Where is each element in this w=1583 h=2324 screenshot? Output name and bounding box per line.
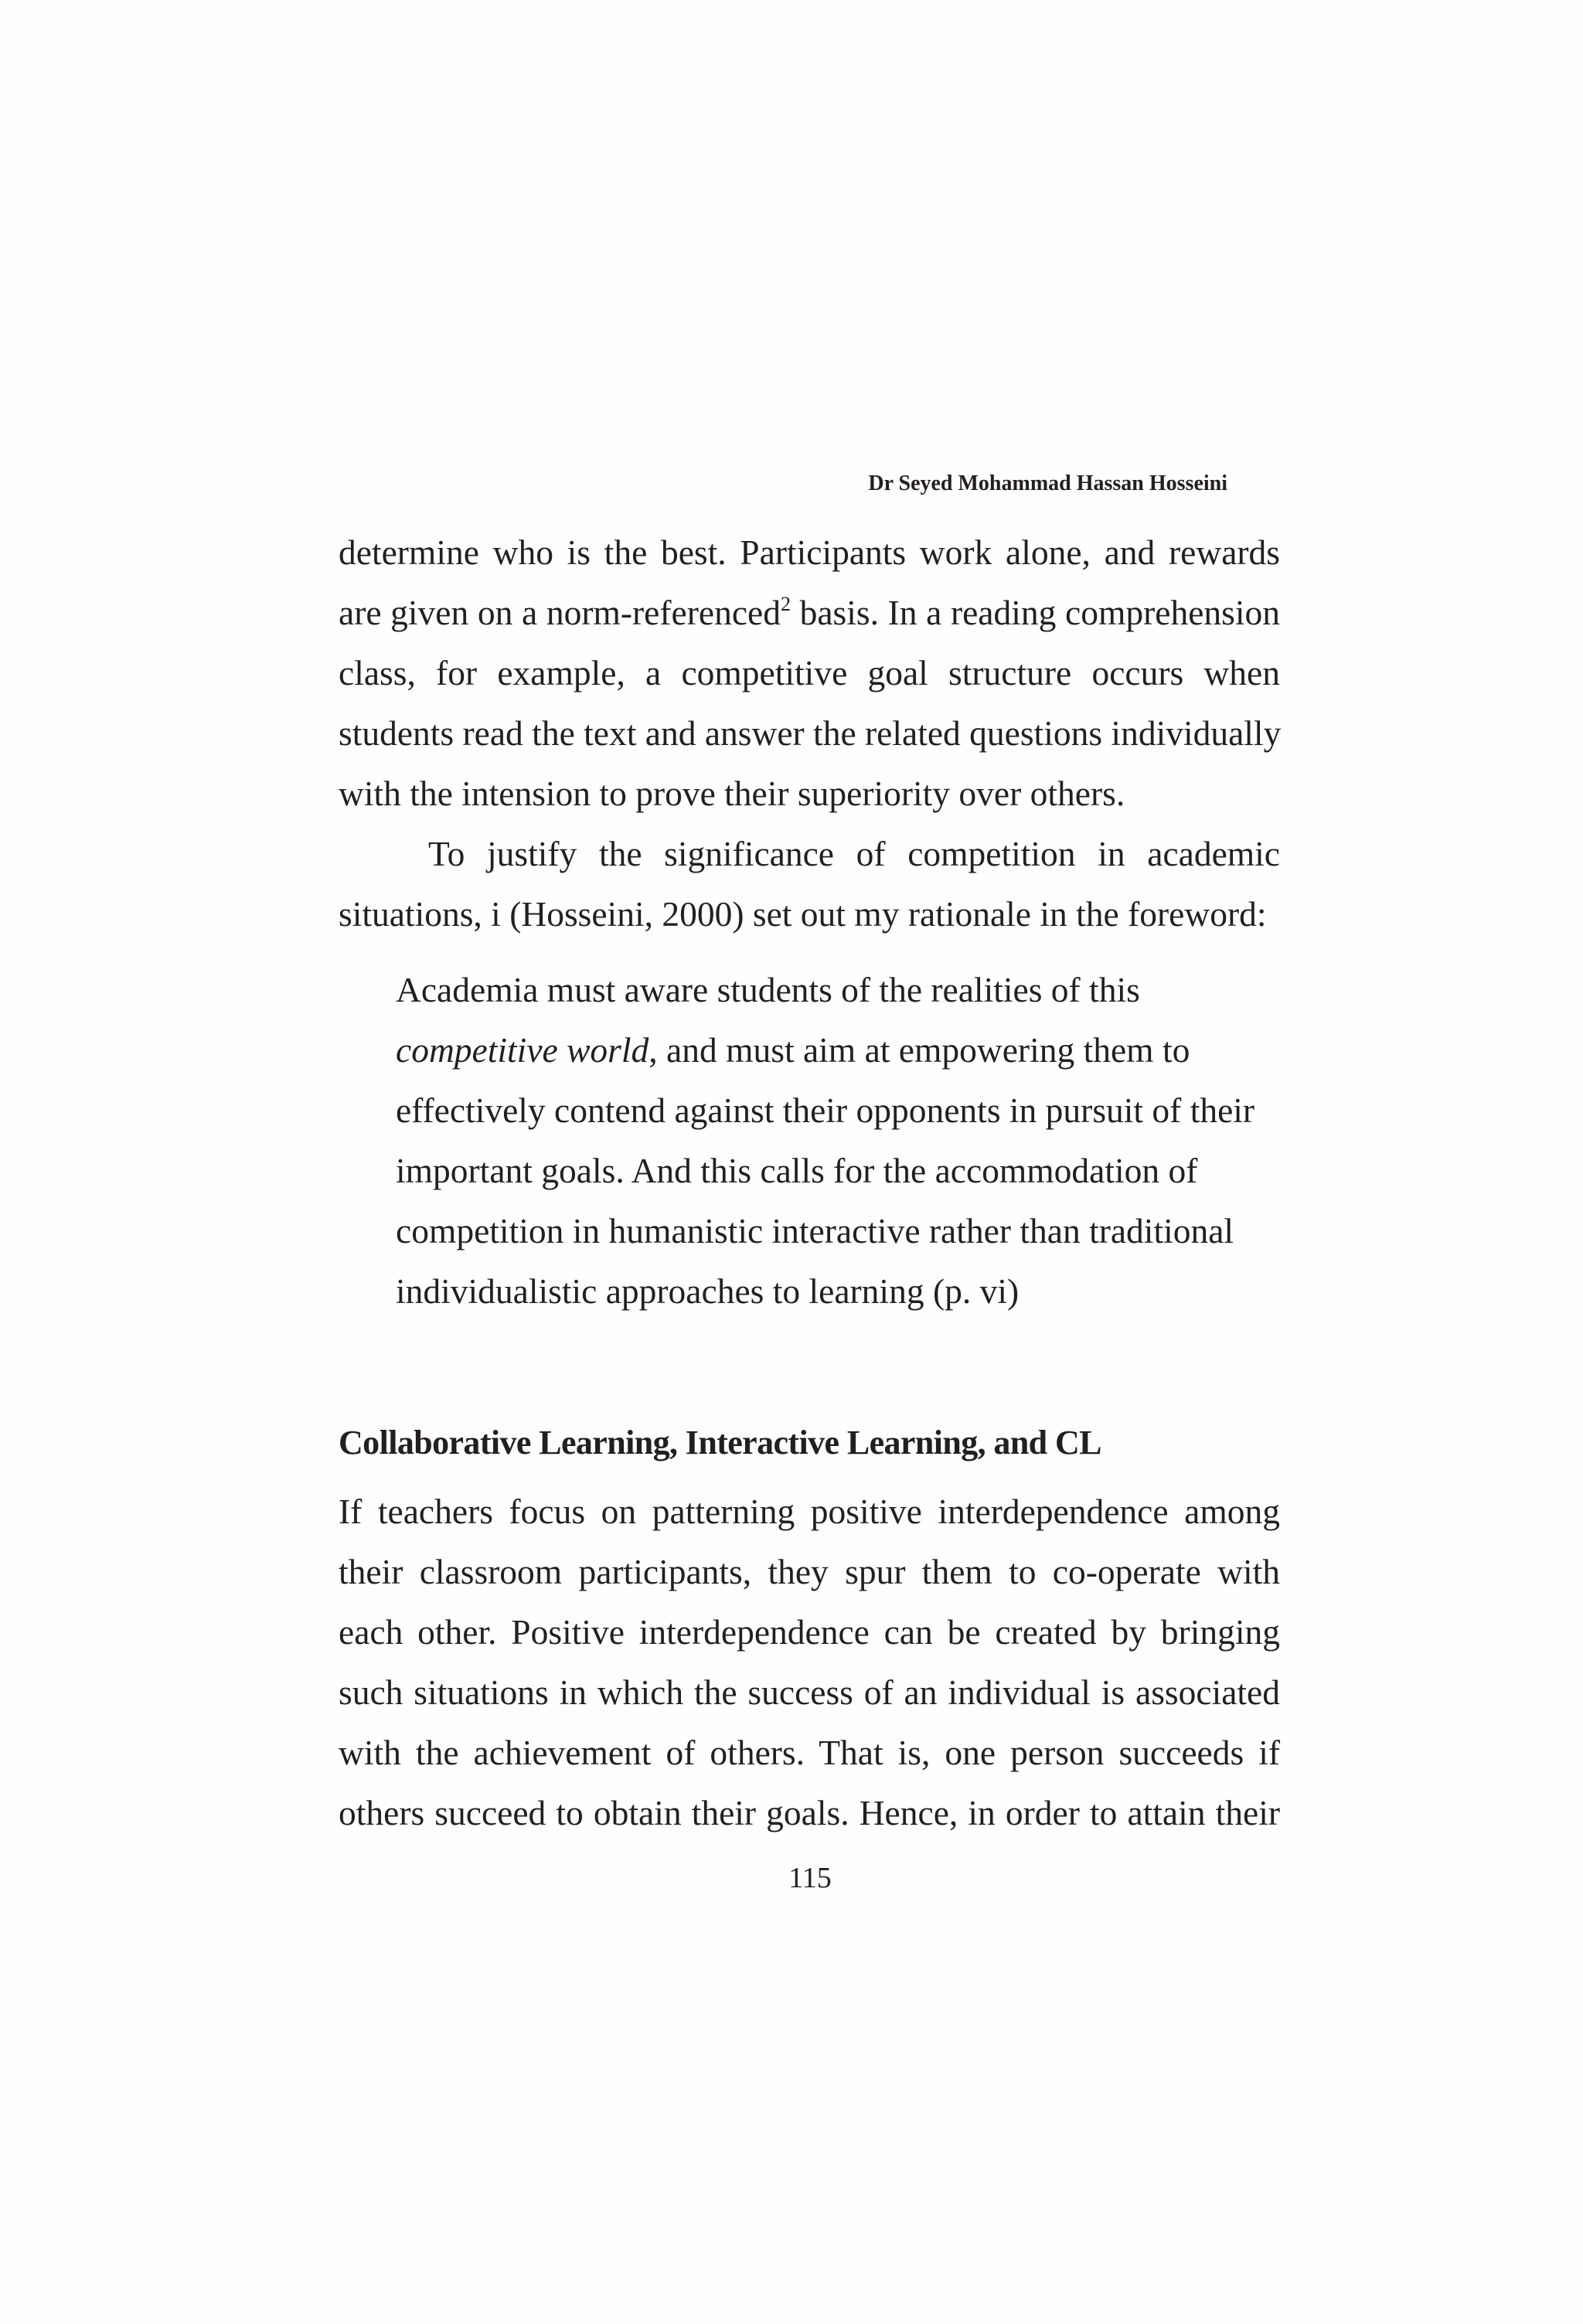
running-head-author: Dr Seyed Mohammad Hassan Hosseini xyxy=(868,471,1227,495)
quote-line: important goals. And this calls for the accommodation of xyxy=(396,1151,1198,1190)
text-line: To justify the significance of competition in academic xyxy=(428,834,1280,873)
quote-emphasis: competitive world xyxy=(396,1030,649,1070)
text-line: students read the text and answer the related questions individually xyxy=(339,713,1282,753)
text-line xyxy=(339,583,1280,643)
quote-line: Academia must aware students of the realities of this xyxy=(396,970,1140,1009)
body-paragraph-justify xyxy=(339,824,1280,944)
quote-line: competition in humanistic interactive rather than traditional xyxy=(396,1211,1234,1250)
page-number: 115 xyxy=(788,1862,832,1894)
text-fragment: , and must aim at empowering them to xyxy=(649,1030,1190,1070)
text-line: others succeed to obtain their goals. Hence, in order to attain their xyxy=(339,1793,1280,1832)
text-line: their classroom participants, they spur them to co-operate with xyxy=(339,1552,1280,1591)
block-quote xyxy=(396,960,1261,1322)
body-paragraph-collaborative xyxy=(339,1482,1280,1843)
footnote-marker: 2 xyxy=(780,593,791,615)
text-line: with the intension to prove their superiority over others. xyxy=(339,774,1125,813)
text-line: If teachers focus on patterning positive interdependence among xyxy=(339,1492,1280,1531)
body-paragraph-competitive xyxy=(339,522,1280,824)
quote-line: individualistic approaches to learning (p. vi) xyxy=(396,1271,1020,1311)
text-line: situations, i (Hosseini, 2000) set out my rationale in the foreword: xyxy=(339,894,1267,934)
text-line: class, for example, a competitive goal structure occurs when xyxy=(339,653,1280,692)
text-line: with the achievement of others. That is, one person succeeds if xyxy=(339,1733,1280,1772)
text-line: such situations in which the success of an individual is associated xyxy=(339,1672,1280,1712)
quote-line xyxy=(396,1020,1261,1080)
text-line: each other. Positive interdependence can be created by bringing xyxy=(339,1612,1280,1652)
text-fragment: are given on a norm-referenced xyxy=(339,593,781,632)
quote-line: effectively contend against their opponents in pursuit of their xyxy=(396,1091,1255,1130)
text-fragment: basis. In a reading comprehension xyxy=(790,593,1280,632)
section-heading: Collaborative Learning, Interactive Learning, and CL xyxy=(339,1424,1101,1461)
text-line: determine who is the best. Participants work alone, and rewards xyxy=(339,533,1280,572)
